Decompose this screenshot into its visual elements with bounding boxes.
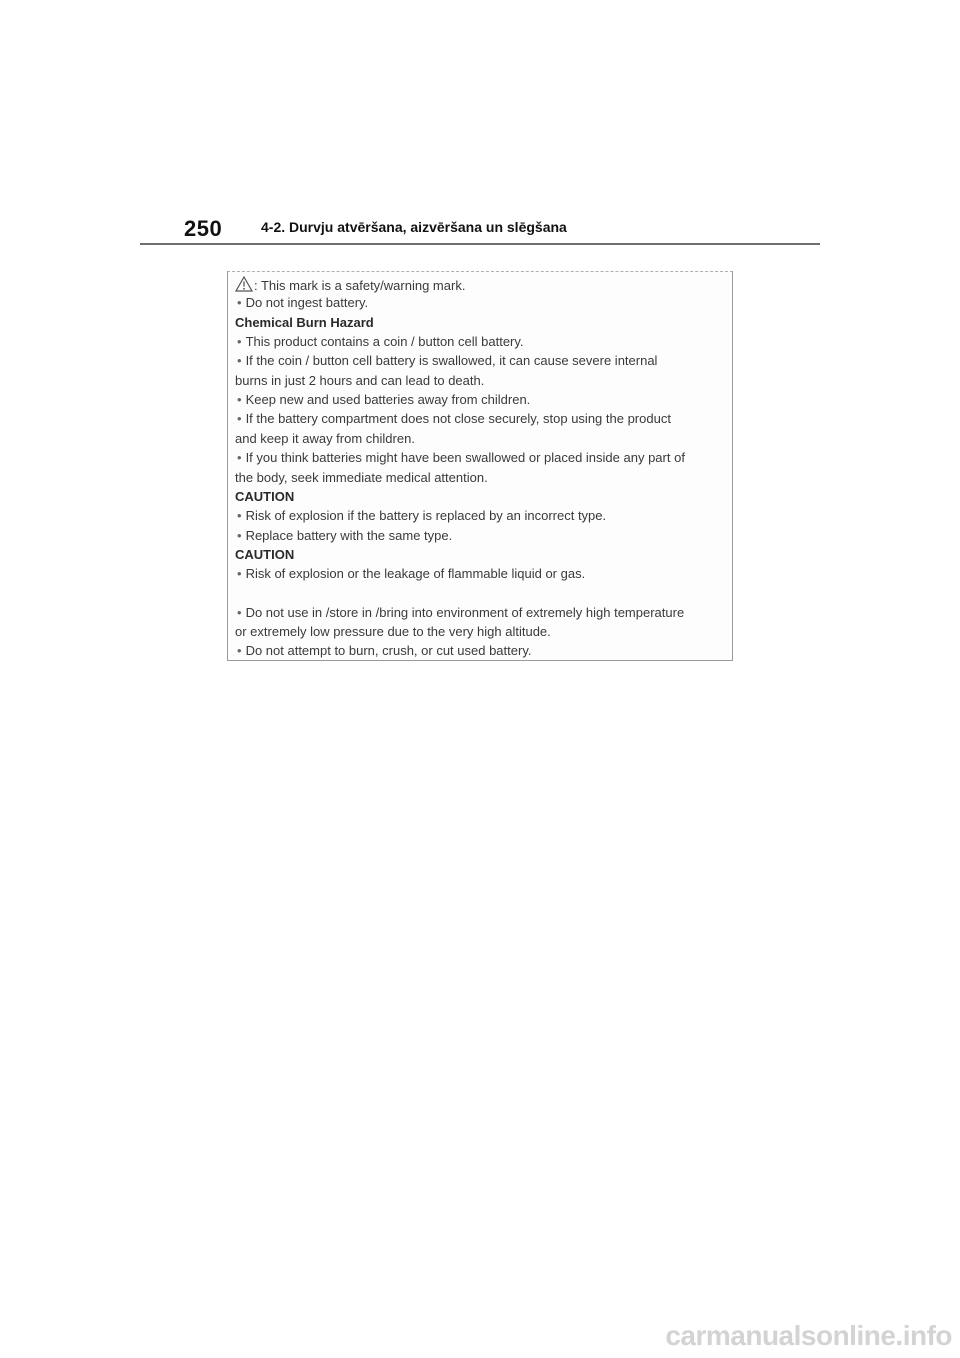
bullet-line xyxy=(235,411,671,427)
bullet-line xyxy=(235,450,685,466)
heading-chemical-burn-hazard: Chemical Burn Hazard xyxy=(235,315,374,330)
bullet-line xyxy=(235,605,684,621)
continuation-line: burns in just 2 hours and can lead to death. xyxy=(235,373,485,388)
bullet-line xyxy=(235,392,530,408)
continuation-line: the body, seek immediate medical attention. xyxy=(235,470,488,485)
notice-text: This product contains a coin / button cell battery. xyxy=(245,334,524,349)
bullet-icon: • xyxy=(237,334,242,349)
bullet-icon: • xyxy=(237,392,242,407)
notice-text: If the coin / button cell battery is swallowed, it can cause severe internal xyxy=(245,353,658,368)
notice-text: Risk of explosion or the leakage of flammable liquid or gas. xyxy=(245,566,586,581)
bullet-line xyxy=(235,353,657,369)
bullet-line xyxy=(235,643,531,659)
heading-caution: CAUTION xyxy=(235,489,295,504)
header-divider xyxy=(140,243,820,245)
bullet-line xyxy=(235,508,606,524)
notice-text: If the battery compartment does not close securely, stop using the product xyxy=(245,411,671,426)
page-header xyxy=(140,212,820,246)
continuation-line: or extremely low pressure due to the very high altitude. xyxy=(235,624,551,639)
notice-text: Do not ingest battery. xyxy=(245,295,369,310)
bullet-icon: • xyxy=(237,353,242,368)
bullet-line xyxy=(235,334,524,350)
site-watermark: carmanualsonline.info xyxy=(665,1320,952,1351)
warning-triangle-icon xyxy=(235,276,253,292)
page-number: 250 xyxy=(184,216,223,241)
bullet-icon: • xyxy=(237,643,242,658)
bullet-line xyxy=(235,295,368,311)
bullet-icon: • xyxy=(237,528,242,543)
bullet-icon: • xyxy=(237,450,242,465)
bullet-icon: • xyxy=(237,508,242,523)
bullet-line xyxy=(235,528,452,544)
notice-text: Replace battery with the same type. xyxy=(245,528,453,543)
notice-text: If you think batteries might have been swallowed or placed inside any part of xyxy=(245,450,685,465)
notice-text: Do not attempt to burn, crush, or cut used battery. xyxy=(245,643,532,658)
notice-text: Risk of explosion if the battery is replaced by an incorrect type. xyxy=(245,508,607,523)
bullet-icon: • xyxy=(237,295,242,310)
notice-text: Keep new and used batteries away from children. xyxy=(245,392,531,407)
warning-mark-line xyxy=(235,276,465,294)
warning-mark-text: : This mark is a safety/warning mark. xyxy=(254,278,466,293)
bullet-line xyxy=(235,566,585,582)
bullet-icon: • xyxy=(237,605,242,620)
bullet-icon: • xyxy=(237,566,242,581)
heading-caution: CAUTION xyxy=(235,547,295,562)
notice-text: Do not use in /store in /bring into environment of extremely high temperature xyxy=(245,605,685,620)
section-title: 4-2. Durvju atvēršana, aizvēršana un slēgšana xyxy=(261,219,567,235)
battery-warning-box xyxy=(227,271,733,661)
continuation-line: and keep it away from children. xyxy=(235,431,415,446)
bullet-icon: • xyxy=(237,411,242,426)
